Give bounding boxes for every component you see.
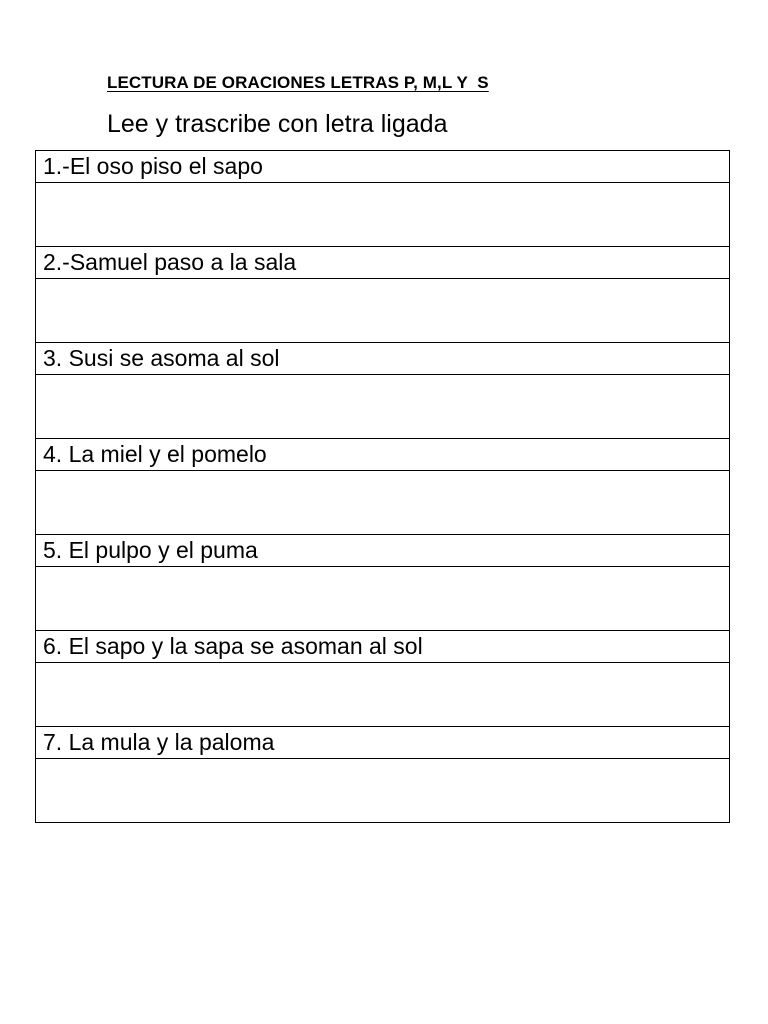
writing-row	[36, 759, 730, 823]
writing-row	[36, 471, 730, 535]
writing-row	[36, 279, 730, 343]
writing-space[interactable]	[36, 471, 730, 535]
sentence-row	[36, 535, 730, 567]
sentence-row	[36, 727, 730, 759]
writing-row	[36, 663, 730, 727]
sentence-text: 4. La miel y el pomelo	[36, 439, 730, 471]
sentence-row	[36, 247, 730, 279]
worksheet-instruction: Lee y trascribe con letra ligada	[107, 110, 448, 138]
writing-space[interactable]	[36, 567, 730, 631]
sentence-row	[36, 631, 730, 663]
writing-space[interactable]	[36, 759, 730, 823]
sentence-table	[35, 150, 730, 823]
writing-space[interactable]	[36, 183, 730, 247]
writing-row	[36, 183, 730, 247]
sentence-text: 2.-Samuel paso a la sala	[36, 247, 730, 279]
sentence-row	[36, 151, 730, 183]
sentence-text: 5. El pulpo y el puma	[36, 535, 730, 567]
writing-space[interactable]	[36, 663, 730, 727]
sentence-row	[36, 439, 730, 471]
writing-row	[36, 375, 730, 439]
sentence-text: 6. El sapo y la sapa se asoman al sol	[36, 631, 730, 663]
sentence-text: 3. Susi se asoma al sol	[36, 343, 730, 375]
sentence-text: 7. La mula y la paloma	[36, 727, 730, 759]
writing-space[interactable]	[36, 375, 730, 439]
sentence-text: 1.-El oso piso el sapo	[36, 151, 730, 183]
sentence-row	[36, 343, 730, 375]
worksheet-title: LECTURA DE ORACIONES LETRAS P, M,L Y S	[107, 73, 489, 92]
writing-row	[36, 567, 730, 631]
writing-space[interactable]	[36, 279, 730, 343]
